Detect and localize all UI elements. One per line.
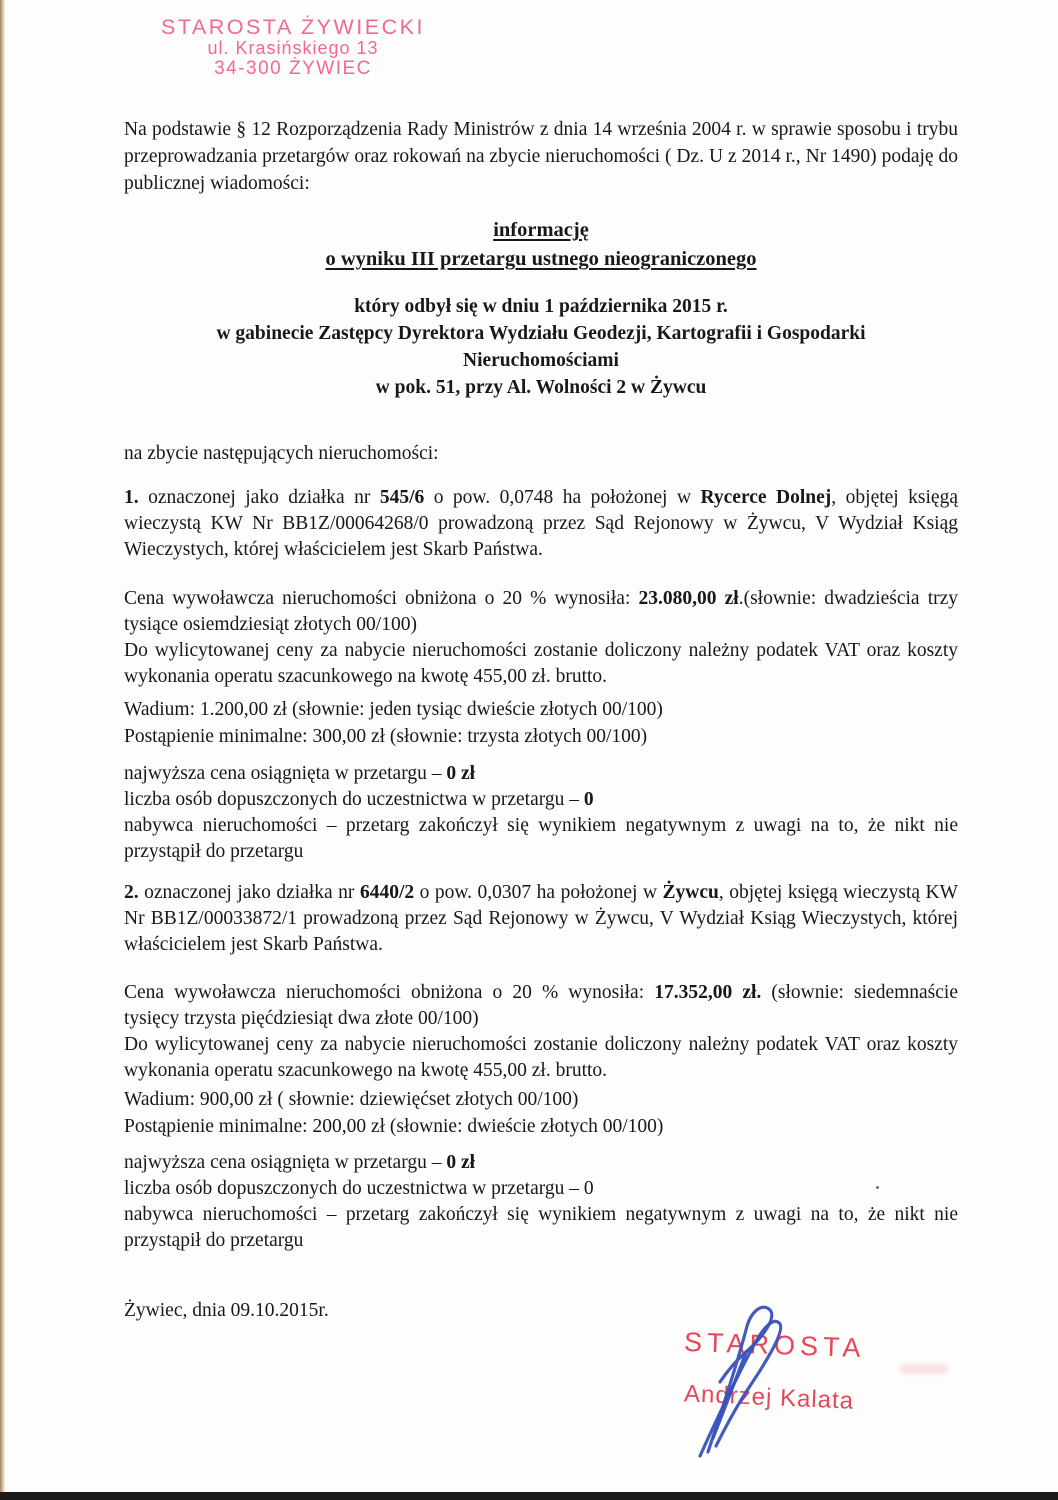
stamp-smudge: [900, 1364, 948, 1374]
event-place-line-1: w gabinecie Zastępcy Dyrektora Wydziału Geodezji, Kartografii i Gospodarki: [216, 323, 866, 344]
event-address-line: w pok. 51, przy Al. Wolności 2 w Żywcu: [375, 377, 707, 398]
heading-line-2: o wyniku III przetargu ustnego nieograniczonego: [325, 248, 757, 270]
scanner-edge-bar: [0, 1492, 1058, 1500]
event-details: [124, 293, 958, 401]
lot2-participants: liczba osób dopuszczonych do uczestnictwa w przetargu – 0: [124, 1178, 594, 1199]
lot1-participants: liczba osób dopuszczonych do uczestnictwa w przetargu – 0: [124, 789, 594, 810]
lot1-price-block: [124, 586, 958, 690]
stamp-city: 34-300 ŻYWIEC: [214, 57, 372, 79]
lot1-highest-price: najwyższa cena osiągnięta w przetargu – 0 zł: [124, 763, 476, 784]
place-and-date: Żywiec, dnia 09.10.2015r.: [124, 1300, 329, 1321]
lot2-vat-note: Do wylicytowanej ceny za nabycie nieruchomości zostanie doliczony należny podatek VAT oraz koszty wykonania operatu szacunkowego na kwotę 455,00 zł. brutto.: [124, 1034, 958, 1081]
signature-title-stamp: STAROSTA: [683, 1326, 867, 1364]
stamp-office-name: STAROSTA ŻYWIECKI: [161, 15, 425, 39]
lot1-deposit: Wadium: 1.200,00 zł (słownie: jeden tysiąc dwieście złotych 00/100): [124, 699, 663, 720]
event-place-line-2: Nieruchomościami: [463, 350, 619, 371]
lot2-deposit-block: [124, 1086, 958, 1140]
lot1-result-block: [124, 761, 958, 865]
handwritten-signature-ink: [650, 1298, 870, 1478]
lot2-starting-price: Cena wywoławcza nieruchomości obniżona o 20 % wynosiła: 17.352,00 zł. (słownie: siedemnaście tysięcy trzysta pięćdziesiąt dwa złote 00/100): [124, 982, 959, 1029]
lot2-buyer-outcome: nabywca nieruchomości – przetarg zakończył się wynikiem negatywnym z uwagi na to, że nikt nie przystąpił do przetargu: [124, 1204, 958, 1251]
lot2-description: 2. oznaczonej jako działka nr 6440/2 o pow. 0,0307 ha położonej w Żywcu, objętej księgą wieczystą KW Nr BB1Z/00033872/1 prowadzoną przez Sąd Rejonowy w Żywcu, V Wydział Ksiąg Wieczystych, której właścicielem jest Skarb Państwa.: [124, 882, 959, 955]
lot2-min-bid: Postąpienie minimalne: 200,00 zł (słownie: dwieście złotych 00/100): [124, 1116, 664, 1137]
lot1-buyer-outcome: nabywca nieruchomości – przetarg zakończył się wynikiem negatywnym z uwagi na to, że nikt nie przystąpił do przetargu: [124, 815, 958, 862]
office-address-stamp: [158, 16, 428, 79]
lot1-starting-price: Cena wywoławcza nieruchomości obniżona o 20 % wynosiła: 23.080,00 zł.(słownie: dwadzieścia trzy tysiące osiemdziesiąt złotych 00/100): [124, 588, 959, 635]
lot1-vat-note: Do wylicytowanej ceny za nabycie nieruchomości zostanie doliczony należny podatek VAT oraz koszty wykonania operatu szacunkowego na kwotę 455,00 zł. brutto.: [124, 640, 958, 687]
lot1-deposit-block: [124, 696, 958, 750]
event-date-line: który odbył się w dniu 1 października 2015 r.: [354, 296, 728, 317]
lot2-deposit: Wadium: 900,00 zł ( słownie: dziewięćset złotych 00/100): [124, 1089, 579, 1110]
stamp-street: ul. Krasińskiego 13: [207, 38, 379, 59]
lot2-highest-price: najwyższa cena osiągnięta w przetargu – 0 zł: [124, 1152, 476, 1173]
heading-line-1: informację: [493, 219, 589, 241]
lot2-result-block: [124, 1150, 958, 1254]
document-heading: [124, 216, 958, 274]
lead-sentence: na zbycie następujących nieruchomości:: [124, 443, 439, 464]
lot1-description: 1. oznaczonej jako działka nr 545/6 o pow. 0,0748 ha położonej w Rycerce Dolnej, objętej księgą wieczystą KW Nr BB1Z/00064268/0 prowadzoną przez Sąd Rejonowy w Żywcu, V Wydział Ksiąg Wieczystych, której właścicielem jest Skarb Państwa.: [124, 487, 958, 560]
lot2-price-block: [124, 980, 958, 1084]
paper-edge-shadow: [0, 0, 5, 1500]
signature-name-stamp: Andrzej Kalata: [683, 1380, 855, 1415]
intro-paragraph: Na podstawie § 12 Rozporządzenia Rady Ministrów z dnia 14 września 2004 r. w sprawie sposobu i trybu przeprowadzania przetargów oraz rokowań na zbycie nieruchomości ( Dz. U z 2014 r., Nr 1490) podaję do publicznej wiadomości:: [124, 119, 958, 194]
lot1-min-bid: Postąpienie minimalne: 300,00 zł (słownie: trzysta złotych 00/100): [124, 726, 648, 747]
